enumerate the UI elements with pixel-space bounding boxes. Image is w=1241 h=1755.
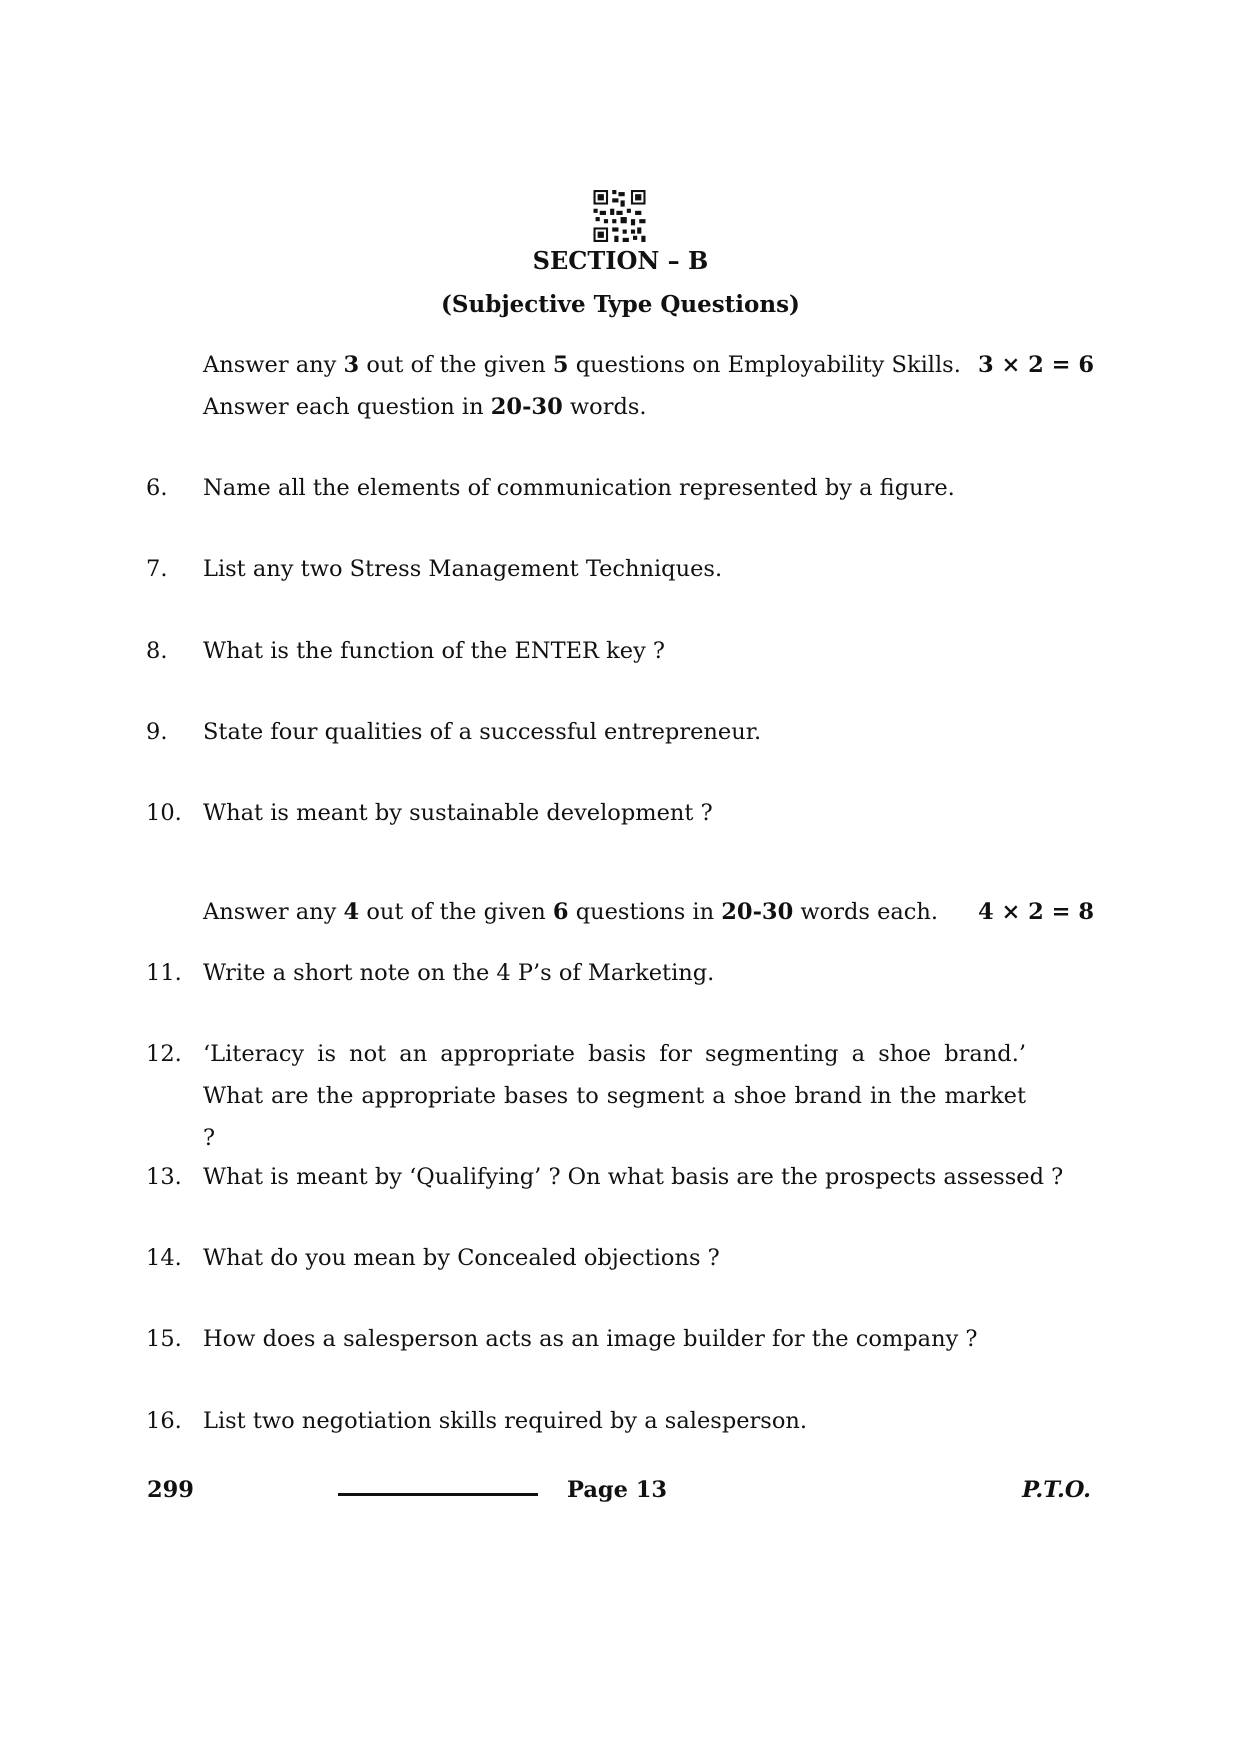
question-8 xyxy=(146,630,1076,672)
question-number: 11. xyxy=(146,960,182,986)
instruction-line: Answer any 4 out of the given 6 questions in 20-30 words each. xyxy=(203,899,939,925)
question-text: ‘Literacy is not an appropriate basis for segmenting a shoe brand.’ What are the appropriate bases to segment a shoe brand in the market ? xyxy=(203,1041,1026,1151)
question-text: List any two Stress Management Techniques. xyxy=(203,556,723,582)
instruction-block-2 xyxy=(203,891,963,933)
marks-block-1: 3 × 2 = 6 xyxy=(977,352,1094,378)
question-number: 13. xyxy=(146,1164,182,1190)
question-number: 14. xyxy=(146,1245,182,1271)
question-text: Write a short note on the 4 P’s of Marketing. xyxy=(203,960,715,986)
question-number: 10. xyxy=(146,800,182,826)
question-text: What is meant by ‘Qualifying’ ? On what basis are the prospects assessed ? xyxy=(203,1164,1064,1190)
question-15 xyxy=(146,1318,1076,1360)
question-7 xyxy=(146,548,1076,590)
question-text: What is the function of the ENTER key ? xyxy=(203,638,665,664)
question-14 xyxy=(146,1237,1076,1279)
question-13 xyxy=(146,1156,1076,1198)
question-text: List two negotiation skills required by a salesperson. xyxy=(203,1408,808,1434)
question-number: 16. xyxy=(146,1408,182,1434)
question-number: 9. xyxy=(146,719,168,745)
instruction-block-1 xyxy=(203,344,963,428)
paper-code: 299 xyxy=(147,1477,194,1503)
question-12 xyxy=(146,1033,1026,1159)
question-text: Name all the elements of communication represented by a figure. xyxy=(203,475,955,501)
question-11 xyxy=(146,952,1076,994)
page-number: Page 13 xyxy=(567,1477,668,1503)
question-number: 6. xyxy=(146,475,168,501)
question-number: 7. xyxy=(146,556,168,582)
footer-divider xyxy=(338,1493,538,1496)
question-9 xyxy=(146,711,1076,753)
qr-code-icon xyxy=(593,190,646,242)
question-10 xyxy=(146,792,1076,834)
question-text: What is meant by sustainable development ? xyxy=(203,800,713,826)
question-number: 12. xyxy=(146,1041,182,1067)
question-16 xyxy=(146,1400,1076,1442)
pto-label: P.T.O. xyxy=(1022,1477,1091,1503)
question-number: 8. xyxy=(146,638,168,664)
instruction-line-2: Answer each question in 20-30 words. xyxy=(203,394,647,420)
marks-block-2: 4 × 2 = 8 xyxy=(977,899,1094,925)
instruction-line-1: Answer any 3 out of the given 5 questions on Employability Skills. xyxy=(203,352,961,378)
question-number: 15. xyxy=(146,1326,182,1352)
question-text: State four qualities of a successful entrepreneur. xyxy=(203,719,762,745)
section-title: SECTION – B xyxy=(532,246,709,275)
question-6 xyxy=(146,467,1076,509)
question-text: How does a salesperson acts as an image builder for the company ? xyxy=(203,1326,978,1352)
section-subtitle: (Subjective Type Questions) xyxy=(441,291,800,318)
question-text: What do you mean by Concealed objections ? xyxy=(203,1245,720,1271)
